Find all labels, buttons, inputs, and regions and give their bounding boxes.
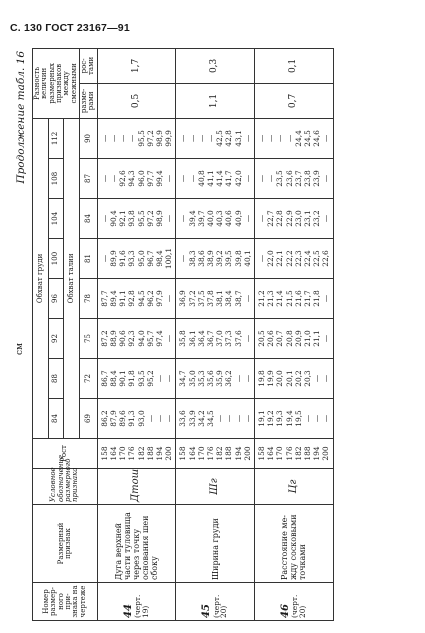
- size-table: [32, 48, 334, 621]
- unit-label: см: [15, 342, 25, 355]
- girth-column-6: — — 92,6 94,3 96,0 97,7 99,4 —: [97, 159, 176, 199]
- chest-value-7: 112: [48, 118, 64, 158]
- diff-sizes-value: 0,7: [255, 83, 334, 118]
- girth-column-6: — — 40,8 41,1 41,4 41,7 42,0 —: [176, 159, 255, 199]
- girth-column-4: — 89,9 91,6 93,3 95,0 96,7 98,4 100,1: [97, 239, 176, 279]
- diff-sizes-value: 0,5: [97, 83, 176, 118]
- girth-column-5: — 90,4 92,1 93,8 95,5 97,2 98,9 —: [97, 199, 176, 239]
- height-values: 158 164 170 176 182 188 194 200: [255, 439, 334, 469]
- girth-column-5: — 39,4 39,7 40,0 40,3 40,6 40,9 —: [176, 199, 255, 239]
- header-diff-heights: ростами: [80, 48, 98, 83]
- chest-value-1: 88: [48, 359, 64, 399]
- header-height: Рост: [33, 439, 98, 469]
- header-feature: Размерный признак: [33, 505, 98, 583]
- waist-value-6: 87: [80, 159, 98, 199]
- header-number: Номер размерного признака на чертеже: [33, 583, 98, 621]
- girth-column-7: — — — — 24,4 24,5 24,6 —: [255, 118, 334, 158]
- waist-value-3: 78: [80, 279, 98, 319]
- girth-column-1: 19,8 19,9 20,0 20,1 20,2 20,3 — —: [255, 359, 334, 399]
- feature-symbol: Дтош: [97, 469, 176, 505]
- feature-name: Расстояние между сосковыми точками: [255, 505, 334, 583]
- feature-symbol: Шг: [176, 469, 255, 505]
- girth-column-4: — 22,0 22,1 22,2 22,3 22,4 22,5 22,6: [255, 239, 334, 279]
- diff-heights-value: 0,1: [255, 48, 334, 83]
- waist-value-5: 84: [80, 199, 98, 239]
- chest-value-3: 96: [48, 279, 64, 319]
- row-number-cell: [97, 583, 176, 621]
- feature-name: Ширина груди: [176, 505, 255, 583]
- feature-name: Дуга верхней части туловища через точку основания шеи сбоку: [97, 505, 176, 583]
- chest-value-5: 104: [48, 199, 64, 239]
- table-row: [176, 48, 255, 620]
- continuation-label: Продолжение табл. 16: [15, 51, 27, 184]
- girth-column-7: — — — — 95,5 97,2 98,9 99,9: [97, 118, 176, 158]
- girth-column-4: — 38,3 38,6 38,9 39,2 39,5 39,8 40,1: [176, 239, 255, 279]
- row-figure-ref: (черт. 19): [133, 594, 150, 618]
- chest-value-6: 108: [48, 159, 64, 199]
- row-number: 45: [201, 604, 213, 618]
- feature-symbol: Цг: [255, 469, 334, 505]
- waist-value-0: 69: [80, 399, 98, 439]
- row-number: 44: [122, 604, 134, 618]
- header-waist-girth: Обхват талии: [64, 118, 80, 438]
- girth-column-5: — 22,7 22,8 22,9 23,0 23,1 23,2 —: [255, 199, 334, 239]
- girth-column-0: 19,1 19,2 19,3 19,4 19,5 — — —: [255, 399, 334, 439]
- chest-value-2: 92: [48, 319, 64, 359]
- row-number-cell: [176, 583, 255, 621]
- header-chest-girth: Обхват груди: [33, 118, 49, 438]
- waist-value-7: 90: [80, 118, 98, 158]
- height-values: 158 164 170 176 182 188 194 200: [97, 439, 176, 469]
- diff-sizes-value: 1,1: [176, 83, 255, 118]
- girth-column-3: 21,2 21,3 21,4 21,5 21,6 21,7 21,8 —: [255, 279, 334, 319]
- girth-column-6: — — 23,5 23,6 23,7 23,8 23,9 —: [255, 159, 334, 199]
- header-symbol: Условное обозначение размерного признака: [33, 469, 98, 505]
- girth-column-2: 20,5 20,6 20,7 20,8 20,9 21,0 21,1 —: [255, 319, 334, 359]
- diff-heights-value: 0,3: [176, 48, 255, 83]
- waist-value-2: 75: [80, 319, 98, 359]
- girth-column-1: 34,7 35,0 35,3 35,6 35,9 36,2 — —: [176, 359, 255, 399]
- diff-heights-value: 1,7: [97, 48, 176, 83]
- header-difference: Разность величин размерных признаков между смежными: [33, 48, 80, 118]
- girth-column-2: 87,2 88,9 90,6 92,3 94,0 95,7 97,4 —: [97, 319, 176, 359]
- girth-column-7: — — — — 42,5 42,8 43,1 —: [176, 118, 255, 158]
- row-number: 46: [279, 604, 291, 618]
- girth-column-2: 35,8 36,1 36,4 36,7 37,0 37,3 37,6 —: [176, 319, 255, 359]
- girth-column-3: 87,7 89,4 91,1 92,8 94,5 96,2 97,9 —: [97, 279, 176, 319]
- waist-value-4: 81: [80, 239, 98, 279]
- page-header: С. 130 ГОСТ 23167—91: [10, 22, 130, 34]
- girth-column-0: 86,2 87,9 89,6 91,3 93,0 — — —: [97, 399, 176, 439]
- table-row: [255, 48, 334, 620]
- rotated-table-page: [12, 45, 407, 625]
- row-figure-ref: (черт. 20): [290, 594, 308, 618]
- girth-column-1: 86,7 88,4 90,1 91,8 93,5 95,2 — —: [97, 359, 176, 399]
- waist-value-1: 72: [80, 359, 98, 399]
- chest-value-0: 84: [48, 399, 64, 439]
- girth-column-0: 33,6 33,9 34,2 34,5 — — — —: [176, 399, 255, 439]
- header-diff-sizes: размерами: [80, 83, 98, 118]
- row-figure-ref: (черт. 20): [211, 594, 229, 618]
- girth-column-3: 36,9 37,2 37,5 37,8 38,1 38,4 38,7 —: [176, 279, 255, 319]
- table-row: [97, 48, 176, 620]
- chest-value-4: 100: [48, 239, 64, 279]
- height-values: 158 164 170 176 182 188 194 200: [176, 439, 255, 469]
- row-number-cell: [255, 583, 334, 621]
- table-body: [97, 48, 333, 620]
